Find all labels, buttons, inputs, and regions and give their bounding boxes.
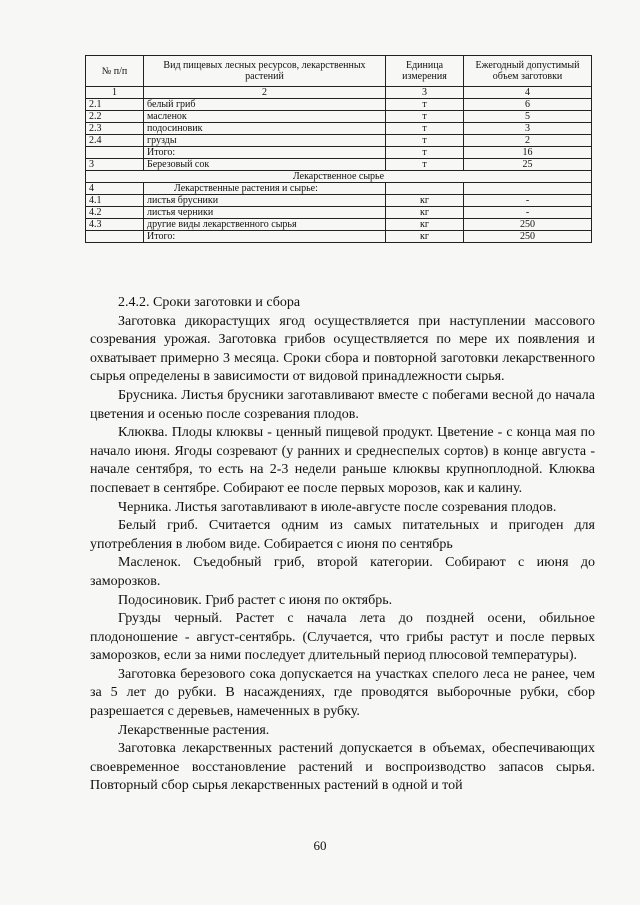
row-unit: т — [386, 123, 464, 135]
header-annual-volume: Ежегодный допустимый объем заготовки — [464, 56, 592, 87]
row-name: подосиновик — [144, 123, 386, 135]
row-value: - — [464, 207, 592, 219]
row-name: другие виды лекарственного сырья — [144, 219, 386, 231]
section-title: Лекарственное сырье — [86, 171, 592, 183]
col-number: 1 — [86, 87, 144, 99]
row-number: 4.1 — [86, 195, 144, 207]
table-row — [86, 231, 592, 243]
row-number: 4.3 — [86, 219, 144, 231]
row-name: масленок — [144, 111, 386, 123]
row-name: листья черники — [144, 207, 386, 219]
paragraph: Грузды черный. Растет с начала лета до поздней осени, обильное плодоношение - август-сентябрь. (Случается, что грибы растут и после первых заморозков, если за ними последует длительный период плюсовой температуры). — [90, 611, 595, 664]
row-value: 16 — [464, 147, 592, 159]
paragraph: Подосиновик. Гриб растет с июня по октябрь. — [118, 592, 393, 608]
paragraph: Черника. Листья заготавливают в июле-августе после созревания плодов. — [118, 499, 557, 515]
table-row — [86, 183, 592, 195]
paragraph: Заготовка лекарственных растений допускается в объемах, обеспечивающих своевременное восстановление растений и воспроизводство запасов сырья. Повторный сбор сырья лекарственных растений в одной и той — [90, 741, 595, 794]
row-number: 2.3 — [86, 123, 144, 135]
row-value: 25 — [464, 159, 592, 171]
row-unit: кг — [386, 231, 464, 243]
row-name: Итого: — [144, 231, 386, 243]
body-text — [90, 294, 595, 796]
table-row — [86, 219, 592, 231]
table-header-row — [86, 56, 592, 87]
row-unit: т — [386, 99, 464, 111]
row-unit: т — [386, 135, 464, 147]
row-number: 2.4 — [86, 135, 144, 147]
table-row — [86, 147, 592, 159]
paragraph: Заготовка дикорастущих ягод осуществляется при наступлении массового созревания урожая. Заготовка грибов осуществляется по мере их появления и охватывает примерно 3 месяца. Сроки сбора и повторной заготовки лекарственного сырья определены в зависимости от видовой принадлежности сырья. — [90, 313, 595, 385]
row-name: Березовый сок — [144, 159, 386, 171]
table-row — [86, 111, 592, 123]
row-value: 250 — [464, 219, 592, 231]
column-numbers-row — [86, 87, 592, 99]
row-value — [464, 183, 592, 195]
row-name: грузды — [144, 135, 386, 147]
row-value: - — [464, 195, 592, 207]
col-number: 2 — [144, 87, 386, 99]
row-unit: т — [386, 111, 464, 123]
header-resource-type: Вид пищевых лесных ресурсов, лекарственных растений — [144, 56, 386, 87]
table-row — [86, 207, 592, 219]
row-number: 4 — [86, 183, 144, 195]
row-unit: т — [386, 147, 464, 159]
page-number: 60 — [313, 838, 327, 853]
section-heading: 2.4.2. Сроки заготовки и сбора — [118, 295, 301, 310]
row-value: 3 — [464, 123, 592, 135]
row-number: 2.2 — [86, 111, 144, 123]
row-unit: кг — [386, 207, 464, 219]
row-number: 4.2 — [86, 207, 144, 219]
row-name: Итого: — [144, 147, 386, 159]
row-value: 2 — [464, 135, 592, 147]
row-name: Лекарственные растения и сырье: — [144, 183, 386, 195]
row-number — [86, 147, 144, 159]
table-row — [86, 123, 592, 135]
row-name: листья брусники — [144, 195, 386, 207]
table-row — [86, 135, 592, 147]
row-unit — [386, 183, 464, 195]
header-unit: Единица измерения — [386, 56, 464, 87]
table-row — [86, 195, 592, 207]
section-row — [86, 171, 592, 183]
paragraph: Масленок. Съедобный гриб, второй категории. Собирают с июня до заморозков. — [90, 555, 595, 589]
row-unit: кг — [386, 195, 464, 207]
row-number: 3 — [86, 159, 144, 171]
row-name: белый гриб — [144, 99, 386, 111]
row-value: 5 — [464, 111, 592, 123]
row-value: 6 — [464, 99, 592, 111]
paragraph: Заготовка березового сока допускается на участках спелого леса не ранее, чем за 5 лет до рубки. В насаждениях, где проводятся выборочные рубки, сбор разрешается с деревьев, намеченных в рубку. — [90, 666, 595, 720]
paragraph: Лекарственные растения. — [118, 722, 270, 738]
col-number: 3 — [386, 87, 464, 99]
row-number: 2.1 — [86, 99, 144, 111]
paragraph: Белый гриб. Считается одним из самых питательных и пригоден для употребления в любом виде. Собирается с июня по сентябрь — [90, 518, 595, 552]
row-value: 250 — [464, 231, 592, 243]
table-row — [86, 159, 592, 171]
col-number: 4 — [464, 87, 592, 99]
header-number: № п/п — [86, 56, 144, 87]
table-row — [86, 99, 592, 111]
row-unit: кг — [386, 219, 464, 231]
forest-resources-table — [85, 55, 592, 243]
paragraph: Брусника. Листья брусники заготавливают вместе с побегами весной до начала цветения и осенью после созревания плодов. — [90, 387, 595, 422]
row-number — [86, 231, 144, 243]
paragraph: Клюква. Плоды клюквы - ценный пищевой продукт. Цветение - с конца мая по начало июня. Ягоды созревают (у ранних и среднеспелых сортов) в конце августа - начале сентября, то есть на 2-3 недели раньше клюквы крупноплодной. Клюква поспевает в сентябре. Собирают ее после первых морозов, как и калину. — [90, 425, 595, 496]
row-unit: т — [386, 159, 464, 171]
